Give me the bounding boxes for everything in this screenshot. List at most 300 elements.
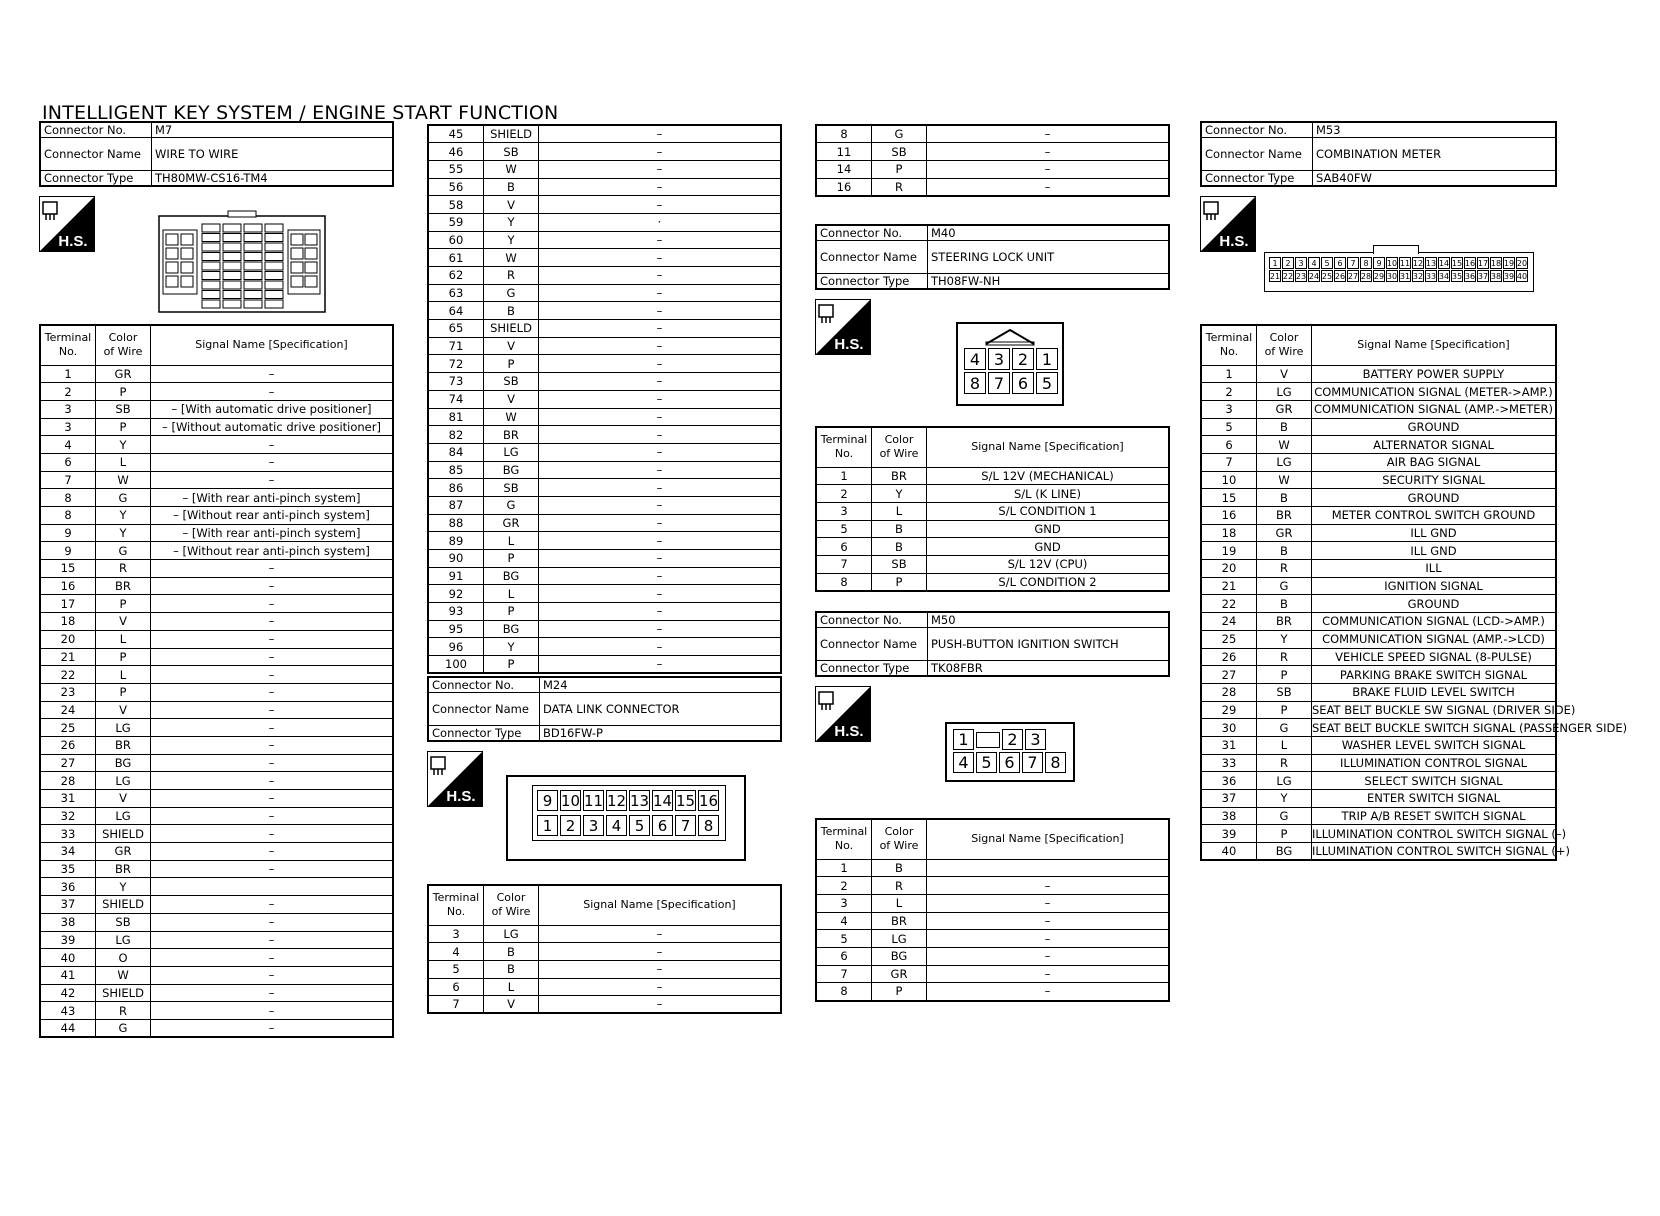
terminal-no: 36: [1201, 772, 1257, 790]
terminal-no: 42: [40, 984, 96, 1002]
wire-color: BR: [96, 736, 151, 754]
connector-pin: 8: [698, 815, 719, 836]
signal-name: –: [539, 638, 782, 656]
signal-name: –: [539, 996, 782, 1014]
connector-pin: 1: [953, 729, 974, 750]
signal-name: –: [151, 560, 394, 578]
table-row: [428, 426, 781, 444]
signal-name: –: [151, 453, 394, 471]
terminal-no: 5: [428, 960, 484, 978]
signal-name: –: [539, 585, 782, 603]
terminal-no: 16: [816, 178, 872, 196]
connector-pin: 5: [976, 752, 997, 773]
terminal-no: 37: [1201, 790, 1257, 808]
m53-connector-face: [1264, 252, 1534, 292]
terminal-no: 81: [428, 408, 484, 426]
terminal-no: 25: [40, 719, 96, 737]
signal-name: –: [539, 567, 782, 585]
connector-pin: 4: [606, 815, 627, 836]
table-row: [816, 877, 1169, 895]
table-row: [40, 1002, 393, 1020]
terminal-no: 28: [1201, 683, 1257, 701]
terminal-no-header: Terminal No.: [40, 325, 96, 365]
wire-color: SHIELD: [484, 320, 539, 338]
signal-name: – [With automatic drive positioner]: [151, 400, 394, 418]
terminal-no: 22: [40, 666, 96, 684]
connector-pin: 10: [560, 791, 581, 810]
signal-name: –: [927, 965, 1170, 983]
signal-name: –: [151, 630, 394, 648]
table-row: [40, 418, 393, 436]
wire-color: SB: [484, 143, 539, 161]
table-row: [40, 436, 393, 454]
m7-connector-name: WIRE TO WIRE: [152, 138, 394, 171]
signal-name: S/L (K LINE): [927, 485, 1170, 503]
table-row: [1201, 683, 1556, 701]
terminal-no: 3: [40, 400, 96, 418]
table-row: [1201, 754, 1556, 772]
signal-name: ILL GND: [1312, 542, 1557, 560]
wire-color: W: [484, 249, 539, 267]
terminal-no: 43: [40, 1002, 96, 1020]
connector-pin: 2: [1282, 257, 1294, 269]
wire-color: SB: [96, 400, 151, 418]
m50-connector-face: [945, 722, 1075, 782]
table-row: [816, 160, 1169, 178]
terminal-no: 38: [1201, 807, 1257, 825]
table-row: [428, 143, 781, 161]
wire-color: R: [96, 1002, 151, 1020]
terminal-no-header: Terminal No.: [816, 819, 872, 859]
table-row: [816, 520, 1169, 538]
terminal-no: 3: [816, 502, 872, 520]
table-row: [428, 178, 781, 196]
terminal-no: 1: [816, 467, 872, 485]
connector-pin: 4: [953, 752, 974, 773]
signal-name: –: [539, 656, 782, 674]
table-row: [1201, 418, 1556, 436]
terminal-no: 4: [428, 943, 484, 961]
m7-connector-face: [158, 210, 326, 314]
table-row: [428, 125, 781, 143]
table-row: [1201, 807, 1556, 825]
terminal-no: 2: [40, 383, 96, 401]
terminal-no: 41: [40, 966, 96, 984]
terminal-no: 8: [40, 507, 96, 525]
signal-name: –: [539, 479, 782, 497]
connector-pin: 2: [560, 815, 581, 836]
wire-color: BG: [1257, 843, 1312, 861]
table-row: [40, 507, 393, 525]
signal-name: –: [539, 514, 782, 532]
wire-color: W: [484, 160, 539, 178]
connector-pin: 9: [1373, 257, 1385, 269]
table-row: [1201, 719, 1556, 737]
wire-color: BR: [1257, 613, 1312, 631]
connector-pin: 7: [988, 372, 1010, 394]
signal-name: – [Without rear anti-pinch system]: [151, 507, 394, 525]
table-row: [428, 160, 781, 178]
connector-pin: 3: [1025, 729, 1046, 750]
signal-name: –: [539, 390, 782, 408]
table-row: [816, 965, 1169, 983]
wire-color: B: [1257, 595, 1312, 613]
signal-name: [151, 878, 394, 896]
table-row: [428, 443, 781, 461]
table-row: [428, 355, 781, 373]
table-row: [40, 966, 393, 984]
terminal-no: 7: [816, 965, 872, 983]
signal-name: S/L 12V (MECHANICAL): [927, 467, 1170, 485]
wire-color: G: [1257, 719, 1312, 737]
table-row: [428, 461, 781, 479]
terminal-no: 31: [40, 790, 96, 808]
signal-name: –: [539, 978, 782, 996]
m7-terminal-table-continued: [427, 124, 782, 674]
terminal-no: 8: [816, 983, 872, 1001]
table-row: [428, 213, 781, 231]
terminal-no: 16: [40, 577, 96, 595]
table-row: [1201, 542, 1556, 560]
signal-name: –: [539, 620, 782, 638]
terminal-no: 96: [428, 638, 484, 656]
table-row: [428, 996, 781, 1014]
signal-name: WASHER LEVEL SWITCH SIGNAL: [1312, 736, 1557, 754]
wire-color: BR: [484, 426, 539, 444]
m40-connector-face: [956, 322, 1064, 406]
table-row: [1201, 453, 1556, 471]
terminal-no: 33: [40, 825, 96, 843]
m24-terminal-table: [427, 884, 782, 1014]
wire-color: GR: [1257, 400, 1312, 418]
table-row: [1201, 790, 1556, 808]
wire-color: R: [1257, 754, 1312, 772]
terminal-no: 21: [40, 648, 96, 666]
terminal-no: 88: [428, 514, 484, 532]
table-row: [40, 577, 393, 595]
table-row: [816, 912, 1169, 930]
signal-name: –: [927, 930, 1170, 948]
signal-name-header: Signal Name [Specification]: [927, 427, 1170, 467]
signal-name: –: [539, 337, 782, 355]
wire-color-header: Color of Wire: [872, 427, 927, 467]
table-row: [428, 408, 781, 426]
wire-color: B: [872, 538, 927, 556]
table-row: [1201, 843, 1556, 861]
signal-name: IGNITION SIGNAL: [1312, 577, 1557, 595]
connector-pin: 8: [1360, 257, 1372, 269]
terminal-no: 5: [816, 520, 872, 538]
table-row: [816, 502, 1169, 520]
signal-name: ·: [539, 213, 782, 231]
signal-name: –: [539, 943, 782, 961]
wire-color: P: [96, 383, 151, 401]
connector-pin: 11: [583, 791, 604, 810]
table-row: [40, 524, 393, 542]
m53-connector-name: COMBINATION METER: [1313, 138, 1557, 171]
terminal-no: 20: [40, 630, 96, 648]
table-row: [816, 947, 1169, 965]
terminal-no: 89: [428, 532, 484, 550]
svg-text:H.S.: H.S.: [834, 723, 864, 740]
wire-color: GR: [96, 843, 151, 861]
signal-name: –: [151, 896, 394, 914]
wire-color: SB: [1257, 683, 1312, 701]
signal-name: –: [927, 912, 1170, 930]
table-row: [40, 984, 393, 1002]
terminal-no: 32: [40, 807, 96, 825]
signal-name: –: [151, 666, 394, 684]
table-row: [40, 595, 393, 613]
terminal-no: 29: [1201, 701, 1257, 719]
table-row: [40, 630, 393, 648]
terminal-no: 100: [428, 656, 484, 674]
connector-pin: 6: [1012, 372, 1034, 394]
wire-color: LG: [1257, 383, 1312, 401]
wire-color: R: [96, 560, 151, 578]
signal-name: –: [539, 302, 782, 320]
table-row: [816, 485, 1169, 503]
signal-name: GND: [927, 538, 1170, 556]
wire-color: P: [96, 648, 151, 666]
signal-name: –: [927, 877, 1170, 895]
wire-color: P: [96, 683, 151, 701]
table-row: [40, 949, 393, 967]
signal-name-header: Signal Name [Specification]: [151, 325, 394, 365]
connector-pin: 16: [698, 791, 719, 810]
signal-name: –: [151, 984, 394, 1002]
terminal-no: 19: [1201, 542, 1257, 560]
table-row: [428, 567, 781, 585]
table-row: [1201, 825, 1556, 843]
wire-color: Y: [96, 878, 151, 896]
wire-color: P: [96, 595, 151, 613]
table-row: [40, 383, 393, 401]
m40-connector-name: STEERING LOCK UNIT: [928, 241, 1170, 274]
table-row: [428, 960, 781, 978]
table-row: [428, 249, 781, 267]
terminal-no: 46: [428, 143, 484, 161]
terminal-no: 56: [428, 178, 484, 196]
terminal-no-header: Terminal No.: [816, 427, 872, 467]
m50-connector-type: TK08FBR: [928, 661, 1170, 677]
signal-name: –: [151, 595, 394, 613]
terminal-no: 7: [816, 555, 872, 573]
terminal-no: 28: [40, 772, 96, 790]
terminal-no: 16: [1201, 507, 1257, 525]
m50-info-table: Connector No. M50 Connector Name PUSH-BUTTON IGNITION SWITCH Connector Type TK08FBR: [815, 611, 1170, 677]
signal-name: –: [151, 913, 394, 931]
terminal-no: 5: [1201, 418, 1257, 436]
wire-color: GR: [1257, 524, 1312, 542]
connector-pin: 8: [1045, 752, 1066, 773]
signal-name: –: [539, 143, 782, 161]
signal-name: METER CONTROL SWITCH GROUND: [1312, 507, 1557, 525]
terminal-no: 6: [1201, 436, 1257, 454]
wire-color: BG: [484, 620, 539, 638]
terminal-no: 58: [428, 196, 484, 214]
connector-pin: 7: [1022, 752, 1043, 773]
m7-connector-type: TH80MW-CS16-TM4: [152, 171, 394, 187]
table-row: [40, 666, 393, 684]
connector-pin: 1: [1269, 257, 1281, 269]
wire-color: V: [96, 790, 151, 808]
connector-pin: 1: [1036, 348, 1058, 370]
table-row: [40, 1019, 393, 1037]
wire-color: W: [484, 408, 539, 426]
table-row: [428, 231, 781, 249]
wire-color: G: [96, 542, 151, 560]
wire-color: G: [872, 125, 927, 143]
wire-color: SHIELD: [484, 125, 539, 143]
signal-name: –: [151, 577, 394, 595]
signal-name: –: [151, 860, 394, 878]
signal-name: –: [539, 603, 782, 621]
table-row: [40, 489, 393, 507]
terminal-no: 63: [428, 284, 484, 302]
table-row: [816, 538, 1169, 556]
m7-connector-no: M7: [152, 122, 394, 138]
wire-color: GR: [872, 965, 927, 983]
wire-color: BG: [96, 754, 151, 772]
signal-name: –: [151, 1019, 394, 1037]
m7-terminal-table: [39, 324, 394, 1038]
terminal-no: 85: [428, 461, 484, 479]
signal-name: –: [151, 719, 394, 737]
terminal-no: 65: [428, 320, 484, 338]
table-row: [40, 825, 393, 843]
m24-connector-name: DATA LINK CONNECTOR: [540, 693, 782, 726]
connector-pin: 4: [964, 348, 986, 370]
terminal-no: 55: [428, 160, 484, 178]
signal-name: –: [539, 426, 782, 444]
connector-pin: 15: [675, 791, 696, 810]
table-row: [40, 807, 393, 825]
table-row: [428, 514, 781, 532]
table-row: [428, 302, 781, 320]
terminal-no: 1: [816, 859, 872, 877]
connector-pin: 37: [1477, 271, 1489, 281]
m24-info-table: Connector No. M24 Connector Name DATA LINK CONNECTOR Connector Type BD16FW-P: [427, 676, 782, 742]
connector-pin: 38: [1490, 271, 1502, 281]
terminal-no: 2: [1201, 383, 1257, 401]
wire-color: SB: [96, 913, 151, 931]
signal-name: –: [539, 925, 782, 943]
signal-name: S/L CONDITION 1: [927, 502, 1170, 520]
signal-name: –: [539, 284, 782, 302]
terminal-no: 7: [428, 996, 484, 1014]
m40-terminal-table: [815, 426, 1170, 592]
connector-pin: 12: [1412, 258, 1424, 268]
signal-name: BATTERY POWER SUPPLY: [1312, 365, 1557, 383]
signal-name: –: [539, 960, 782, 978]
terminal-no: 7: [40, 471, 96, 489]
terminal-no: 73: [428, 373, 484, 391]
terminal-no: 93: [428, 603, 484, 621]
signal-name: –: [539, 550, 782, 568]
table-row: [40, 736, 393, 754]
table-row: [1201, 630, 1556, 648]
connector-pin: 36: [1464, 271, 1476, 281]
wire-color: V: [96, 613, 151, 631]
signal-name: – [With rear anti-pinch system]: [151, 524, 394, 542]
wire-color: W: [1257, 471, 1312, 489]
signal-name: ILL GND: [1312, 524, 1557, 542]
connector-pin: 32: [1412, 271, 1424, 281]
connector-pin: 13: [1425, 258, 1437, 268]
signal-name: COMMUNICATION SIGNAL (METER->AMP.): [1312, 383, 1557, 401]
terminal-no-header: Terminal No.: [428, 885, 484, 925]
connector-pin: 4: [1308, 257, 1320, 269]
table-row: [428, 925, 781, 943]
connector-pin: 10: [1386, 258, 1398, 268]
wire-color: P: [872, 573, 927, 591]
wire-color: G: [1257, 807, 1312, 825]
harness-side-icon: [815, 299, 871, 355]
wire-color: L: [872, 502, 927, 520]
table-row: [1201, 595, 1556, 613]
signal-name: –: [927, 178, 1170, 196]
wire-color: O: [96, 949, 151, 967]
wire-color: P: [872, 983, 927, 1001]
signal-name: –: [539, 496, 782, 514]
connector-pin: 7: [675, 815, 696, 836]
terminal-no: 92: [428, 585, 484, 603]
connector-pin: 18: [1490, 258, 1502, 268]
signal-name: –: [151, 807, 394, 825]
connector-pin: 22: [1282, 271, 1294, 281]
wire-color: R: [872, 877, 927, 895]
signal-name: PARKING BRAKE SWITCH SIGNAL: [1312, 666, 1557, 684]
wire-color: G: [484, 496, 539, 514]
wire-color: B: [1257, 542, 1312, 560]
wire-color-header: Color of Wire: [96, 325, 151, 365]
table-row: [40, 560, 393, 578]
table-row: [1201, 400, 1556, 418]
table-row: [816, 143, 1169, 161]
signal-name: – [Without automatic drive positioner]: [151, 418, 394, 436]
terminal-no: 20: [1201, 560, 1257, 578]
wire-color: BR: [872, 467, 927, 485]
terminal-no: 26: [1201, 648, 1257, 666]
table-row: [40, 896, 393, 914]
connector-pin: 16: [1464, 258, 1476, 268]
signal-name: AIR BAG SIGNAL: [1312, 453, 1557, 471]
terminal-no: 39: [1201, 825, 1257, 843]
wire-color: P: [872, 160, 927, 178]
harness-side-icon: [815, 686, 871, 742]
table-row: [428, 284, 781, 302]
wire-color: V: [484, 196, 539, 214]
signal-name: VEHICLE SPEED SIGNAL (8-PULSE): [1312, 648, 1557, 666]
connector-pin: 9: [537, 790, 558, 811]
wire-color: P: [484, 603, 539, 621]
terminal-no: 61: [428, 249, 484, 267]
wire-color: P: [484, 550, 539, 568]
terminal-no: 4: [40, 436, 96, 454]
wire-color: P: [96, 418, 151, 436]
table-row: [40, 648, 393, 666]
table-row: [40, 843, 393, 861]
terminal-no: 3: [1201, 400, 1257, 418]
wire-color: V: [1257, 365, 1312, 383]
signal-name: –: [151, 683, 394, 701]
connector-pin: 28: [1360, 271, 1372, 281]
connector-pin: 29: [1373, 271, 1385, 281]
terminal-no: 40: [40, 949, 96, 967]
table-row: [1201, 507, 1556, 525]
terminal-no: 38: [40, 913, 96, 931]
